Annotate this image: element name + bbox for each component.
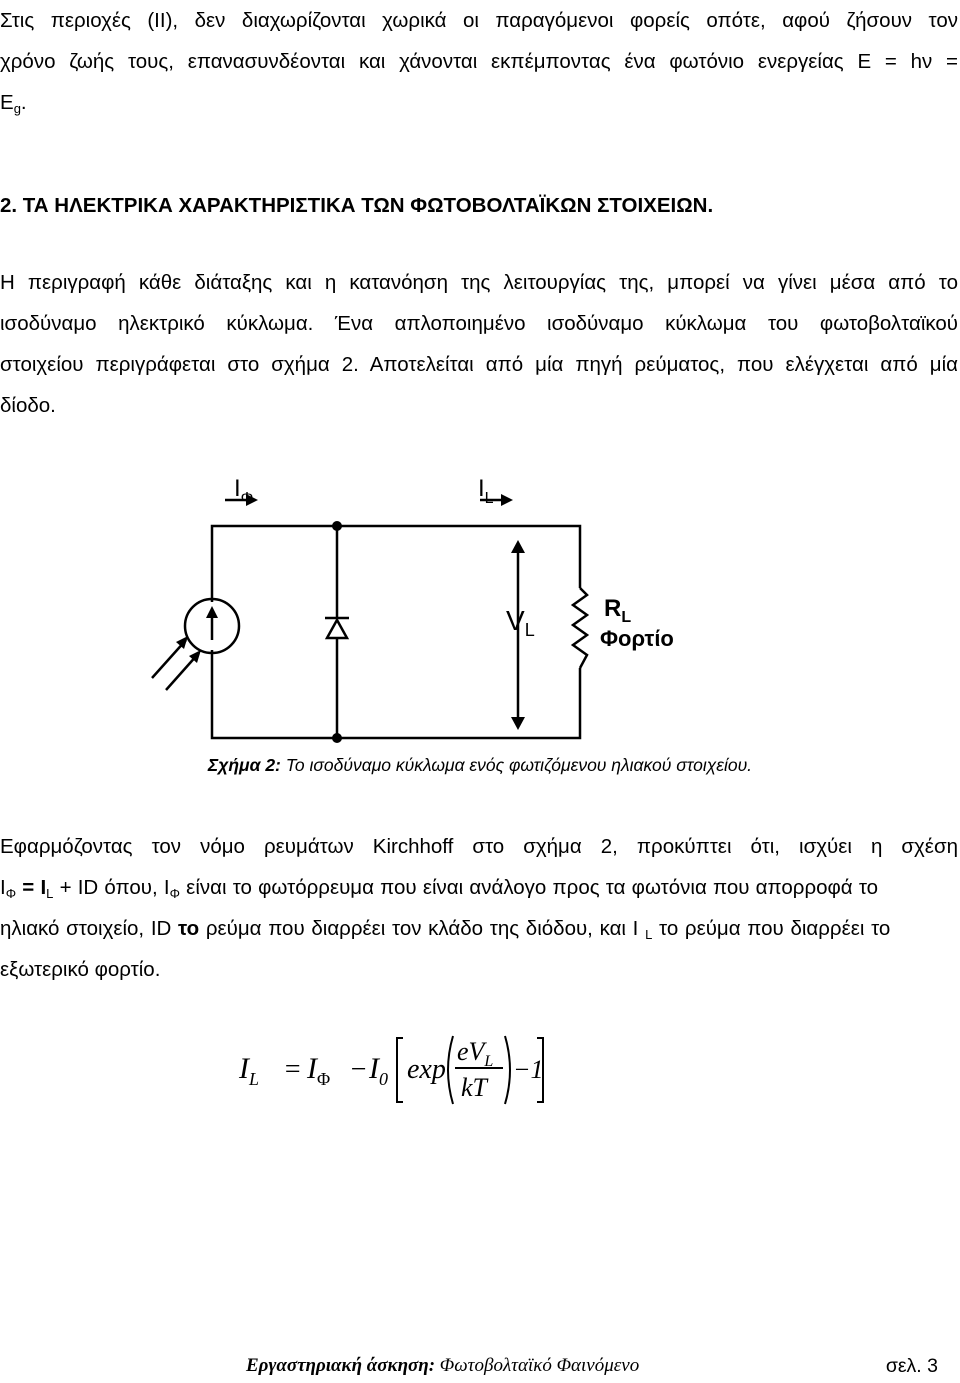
formula-minus: − [349, 1054, 368, 1085]
desc-line-3: στοιχείου περιγράφεται στο σχήμα 2. Αποτελείται από μία πηγή ρεύματος, που ελέγχεται από μία [0, 353, 958, 376]
label-i-phi: $I_\Phi$ [234, 475, 254, 507]
diode-symbol [325, 618, 349, 658]
equivalent-circuit-diagram [140, 468, 700, 748]
formula-i0: $I_0$ [369, 1052, 388, 1089]
intro-paragraph [0, 0, 958, 123]
caption-label: Σχήμα 2: [207, 755, 281, 775]
energy-subscript: g [13, 101, 21, 116]
formula-lhs: $I_L$ [239, 1052, 260, 1089]
formula-exp: exp [407, 1054, 446, 1085]
formula-minus-one: −1 [513, 1055, 544, 1084]
desc-line-2: ισοδύναμο ηλεκτρικό κύκλωμα. Ένα απλοποιημένο ισοδύναμο κύκλωμα του φωτοβολταϊκού [0, 312, 958, 335]
page-footer [246, 1355, 639, 1377]
energy-symbol: E [0, 91, 14, 114]
footer-label: Εργαστηριακή άσκηση: [246, 1355, 436, 1376]
wire-top [212, 526, 580, 588]
intro-line-3 [0, 82, 958, 123]
desc-line-4: δίοδο. [0, 394, 56, 417]
description-paragraph [0, 262, 958, 426]
desc-line-1: Η περιγραφή κάθε διάταξης και η κατανόηση της λειτουργίας της, μπορεί να γίνει μέσα από το [0, 271, 958, 294]
intro-line-1: Στις περιοχές (ΙΙ), δεν διαχωρίζονται χωρικά οι παραγόμενοι φορείς οπότε, αφού ζήσουν τον [0, 9, 958, 32]
caption-text: Το ισοδύναμο κύκλωμα ενός φωτιζόμενου ηλιακού στοιχείου. [280, 755, 753, 775]
kirchhoff-paragraph [0, 826, 958, 990]
diode-equation [235, 1030, 545, 1110]
intro-end: . [20, 91, 27, 114]
junction-top [332, 521, 342, 531]
label-v-l: $V_L$ [506, 605, 535, 640]
formula-numerator: $eV_L$ [457, 1037, 494, 1070]
intro-line-2: χρόνο ζωής τους, επανασυνδέονται και χάνονται εκπέμποντας ένα φωτόνιο ενεργείας Ε = hν = [0, 50, 958, 73]
figure-caption [0, 755, 960, 776]
formula-i-phi: $I_\Phi$ [307, 1052, 331, 1089]
kirch-line-3: ηλιακό στοιχείο, ID το ρεύμα που διαρρέει τον κλάδο της διόδου, και I $_L$ το ρεύμα που διαρρέει το [0, 917, 891, 942]
formula-denominator: kT [461, 1073, 487, 1102]
label-load: Φορτίο [600, 626, 674, 651]
section-heading: 2. ΤΑ ΗΛΕΚΤΡΙΚΑ ΧΑΡΑΚΤΗΡΙΣΤΙΚΑ ΤΩΝ ΦΩΤΟΒΟΛΤΑΪΚΩΝ ΣΤΟΙΧΕΙΩΝ. [0, 194, 714, 217]
label-r-l: $R_L$ [604, 595, 632, 626]
kirch-line-2: $I_\Phi = I_L$ + ID όπου, $I_\Phi$ είναι το φωτόρρευμα που είναι ανάλογο προς τα φωτόνια που απορροφά το [0, 876, 879, 901]
page-number: σελ. 3 [885, 1355, 938, 1377]
kirch-line-4: εξωτερικό φορτίο. [0, 958, 161, 981]
formula-equals: = [283, 1054, 302, 1085]
junction-bottom [332, 733, 342, 743]
kirch-line-1: Εφαρμόζοντας τον νόμο ρευμάτων Kirchhoff στο σχήμα 2, προκύπτει ότι, ισχύει η σχέση [0, 835, 958, 858]
footer-title: Φωτοβολταϊκό Φαινόμενο [435, 1355, 640, 1376]
load-resistor [573, 588, 587, 668]
wire-bottom [212, 658, 580, 738]
label-i-l: $I_L$ [478, 475, 494, 507]
